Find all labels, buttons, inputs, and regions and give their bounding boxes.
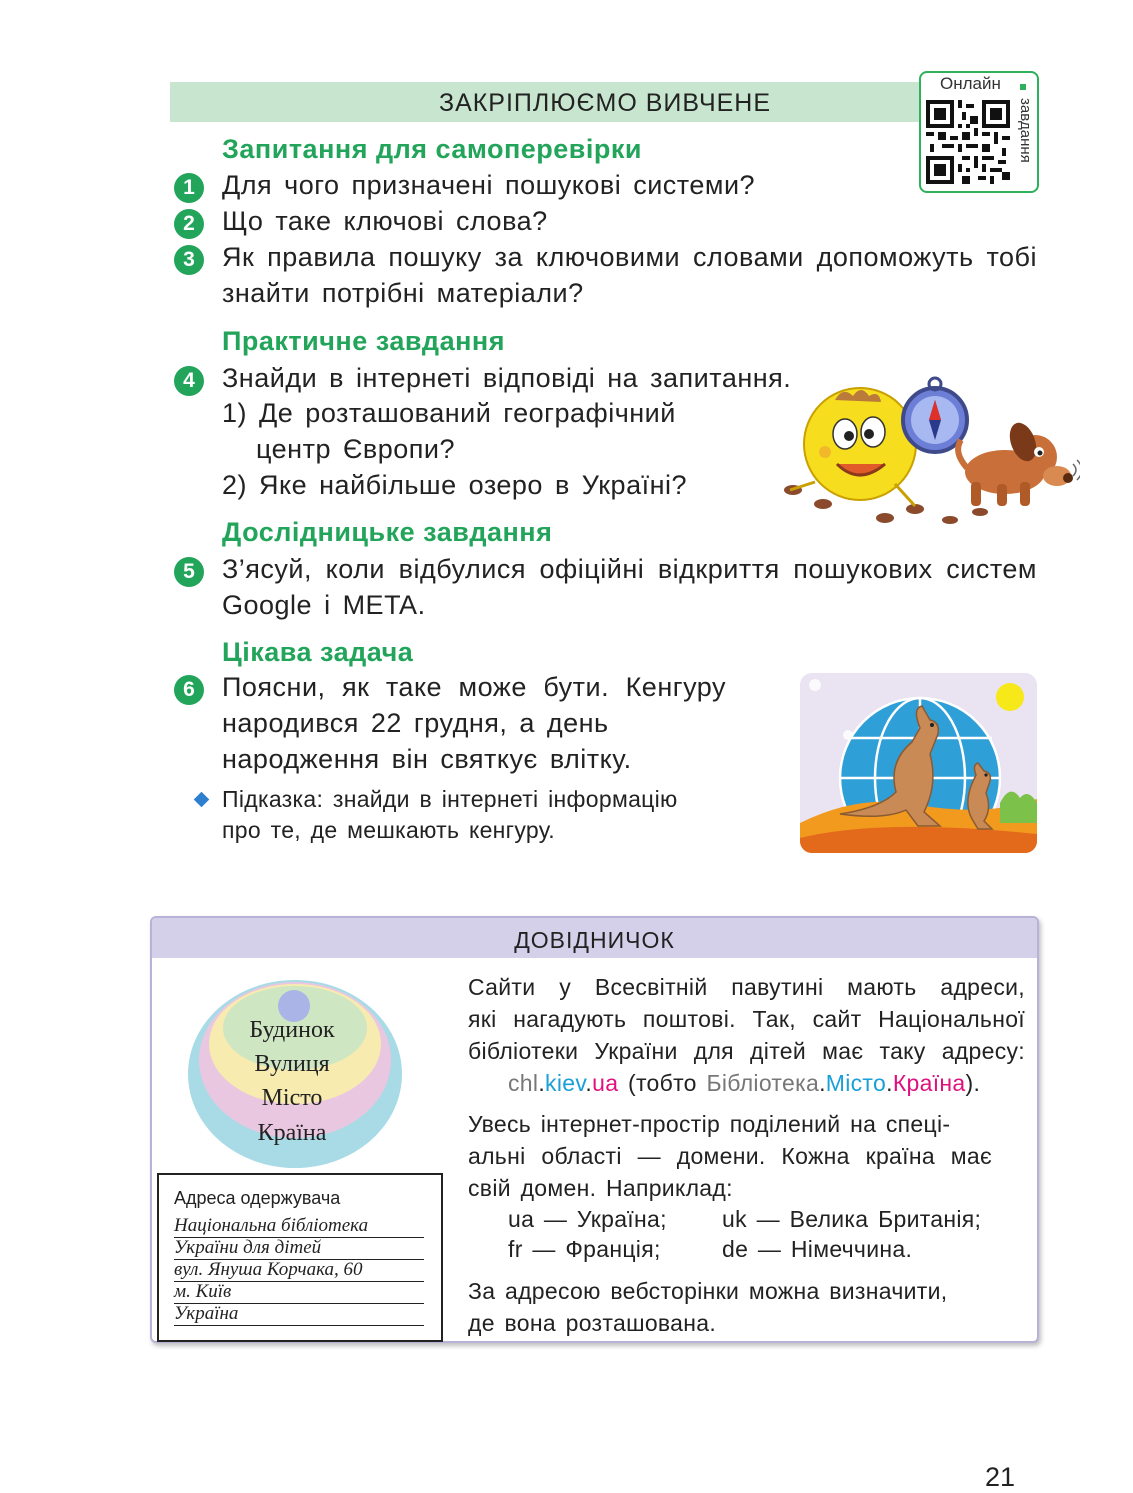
circle-label-city: Місто	[261, 1085, 323, 1111]
question-number-2: 2	[174, 209, 204, 239]
address-line-5: Україна	[174, 1304, 424, 1326]
url-dot-3: .	[819, 1070, 826, 1096]
question-number-4: 4	[174, 366, 204, 396]
heading-puzzle: Цікава задача	[222, 637, 414, 667]
heading-research: Дослідницьке завдання	[222, 517, 553, 547]
hint-diamond-icon	[194, 792, 210, 808]
page-title: ЗАКРІПЛЮЄМО ВИВЧЕНЕ	[438, 89, 772, 117]
reference-para2-line-3: свій домен. Наприклад:	[468, 1175, 733, 1201]
domain-name: — Україна;	[543, 1206, 667, 1232]
question-4-sub-1-line-2: центр Європи?	[256, 434, 455, 464]
heading-practical: Практичне завдання	[222, 326, 505, 356]
online-label: Онлайн	[940, 74, 1001, 93]
address-line-2: України для дітей	[174, 1238, 424, 1260]
domain-name: — Велика Британія;	[756, 1206, 982, 1232]
domain-de	[722, 1236, 912, 1263]
reference-para3-line-1: За адресою вебсторінки можна визначити,	[468, 1278, 948, 1304]
url-dot-4: .	[886, 1070, 893, 1096]
kangaroo-illustration	[800, 673, 1037, 853]
url-dot-1: .	[538, 1070, 546, 1096]
question-number-5: 5	[174, 557, 204, 587]
question-5-line-2: Google і META.	[222, 590, 426, 620]
address-line-4: м. Київ	[174, 1282, 424, 1304]
url-part-kiev: kiev	[545, 1070, 586, 1096]
url-word-city: Місто	[825, 1070, 887, 1096]
hint-line-2: про те, де мешкають кенгуру.	[222, 817, 555, 843]
url-word-library: Бібліотека	[706, 1070, 820, 1096]
library-url-line	[508, 1070, 980, 1097]
reference-para1-line-3: бібліотеки України для дітей має таку адресу:	[468, 1038, 1025, 1064]
page-number: 21	[985, 1462, 1016, 1492]
url-part-ua: ua	[592, 1070, 619, 1096]
hint-line-1: Підказка: знайди в інтернеті інформацію	[222, 786, 678, 812]
question-3-line-2: знайти потрібні матеріали?	[222, 278, 584, 308]
circle-label-house: Будинок	[249, 1017, 335, 1043]
online-dot-icon	[1020, 84, 1026, 90]
tasks-vertical-label: завдання	[1017, 98, 1034, 163]
question-3-line-1: Як правила пошуку за ключовими словами допоможуть тобі	[222, 242, 1037, 272]
question-4: Знайди в інтернеті відповіді на запитання.	[222, 363, 792, 393]
address-card-label: Адреса одержувача	[174, 1188, 341, 1208]
reference-para3-line-2: де вона розташована.	[468, 1310, 717, 1336]
domain-code: uk	[722, 1206, 747, 1232]
url-part-chl: chl	[508, 1070, 539, 1096]
domain-fr	[508, 1236, 661, 1263]
circle-label-street: Вулиця	[254, 1051, 330, 1077]
question-number-3: 3	[174, 245, 204, 275]
domain-name: — Німеччина.	[757, 1236, 913, 1262]
domain-name: — Франція;	[532, 1236, 661, 1262]
url-dot-2: .	[585, 1070, 593, 1096]
question-6-line-3: народження він святкує влітку.	[222, 744, 632, 774]
domain-ua	[508, 1206, 667, 1233]
question-number-6: 6	[174, 675, 204, 705]
circle-label-country: Країна	[257, 1120, 327, 1146]
reference-para1-line-1: Сайти у Всесвітній павутині мають адреси,	[468, 974, 1025, 1000]
question-4-sub-2: 2) Яке найбільше озеро в Україні?	[222, 470, 688, 500]
url-explain-close: ).	[965, 1070, 981, 1096]
url-explain-open: (тобто	[618, 1070, 707, 1096]
address-line-3: вул. Януша Корчака, 60	[174, 1260, 424, 1282]
heading-self-check: Запитання для самоперевірки	[222, 134, 643, 164]
reference-title: ДОВІДНИЧОК	[514, 927, 675, 953]
question-4-sub-1-line-1: 1) Де розташований географічний	[222, 398, 676, 428]
reference-para2-line-1: Увесь інтернет-простір поділений на спеці-	[468, 1111, 951, 1137]
question-2: Що таке ключові слова?	[222, 206, 548, 236]
question-5-line-1: З’ясуй, коли відбулися офіційні відкриття пошукових систем	[222, 554, 1037, 584]
url-word-country: Країна	[892, 1070, 966, 1096]
reference-para2-line-2: альні області — домени. Кожна країна має	[468, 1143, 992, 1169]
question-6-line-2: народився 22 грудня, а день	[222, 708, 609, 738]
domain-code: fr	[508, 1236, 523, 1262]
domain-code: de	[722, 1236, 749, 1262]
qr-code-icon[interactable]	[926, 100, 1010, 184]
question-1: Для чого призначені пошукові системи?	[222, 170, 756, 200]
search-characters-illustration	[775, 372, 1080, 527]
address-line-1: Національна бібліотека	[174, 1216, 424, 1238]
question-6-line-1: Поясни, як таке може бути. Кенгуру	[222, 672, 726, 702]
reference-para1-line-2: які нагадують поштові. Так, сайт Національної	[468, 1006, 1025, 1032]
question-number-1: 1	[174, 173, 204, 203]
domain-code: ua	[508, 1206, 535, 1232]
domain-uk	[722, 1206, 981, 1233]
